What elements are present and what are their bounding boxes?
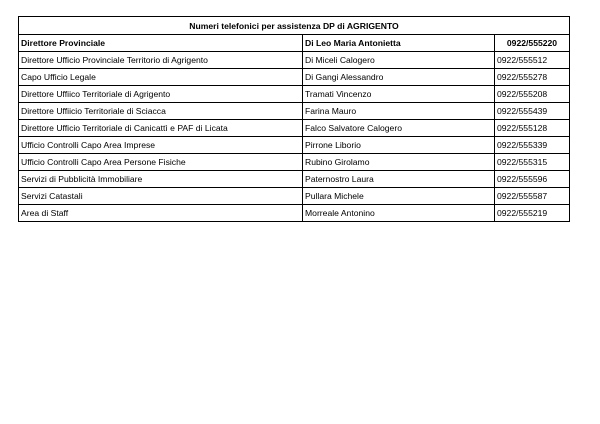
phone-cell: 0922/555208 xyxy=(495,86,570,103)
phone-cell: 0922/555596 xyxy=(495,171,570,188)
table-title-row xyxy=(19,17,570,35)
office-cell: Area di Staff xyxy=(19,205,303,222)
phone-cell: 0922/555220 xyxy=(495,35,570,52)
table-row xyxy=(19,171,570,188)
office-cell: Servizi Catastali xyxy=(19,188,303,205)
office-cell: Direttore Provinciale xyxy=(19,35,303,52)
table-row xyxy=(19,86,570,103)
name-cell: Di Miceli Calogero xyxy=(303,52,495,69)
table-row xyxy=(19,205,570,222)
name-cell: Falco Salvatore Calogero xyxy=(303,120,495,137)
table-row xyxy=(19,103,570,120)
table-row xyxy=(19,52,570,69)
phone-cell: 0922/555128 xyxy=(495,120,570,137)
phone-directory-table xyxy=(18,16,570,222)
name-cell: Di Leo Maria Antonietta xyxy=(303,35,495,52)
director-row xyxy=(19,35,570,52)
phone-cell: 0922/555219 xyxy=(495,205,570,222)
name-cell: Rubino Girolamo xyxy=(303,154,495,171)
phone-cell: 0922/555512 xyxy=(495,52,570,69)
name-cell: Pullara Michele xyxy=(303,188,495,205)
table-row xyxy=(19,188,570,205)
office-cell: Direttore Uffiico Territoriale di Agrigento xyxy=(19,86,303,103)
table-row xyxy=(19,137,570,154)
office-cell: Ufficio Controlli Capo Area Persone Fisiche xyxy=(19,154,303,171)
office-cell: Servizi di Pubblicità Immobiliare xyxy=(19,171,303,188)
name-cell: Farina Mauro xyxy=(303,103,495,120)
table-row xyxy=(19,154,570,171)
phone-cell: 0922/555315 xyxy=(495,154,570,171)
name-cell: Pirrone Liborio xyxy=(303,137,495,154)
table-title: Numeri telefonici per assistenza DP di AGRIGENTO xyxy=(19,17,570,35)
phone-cell: 0922/555278 xyxy=(495,69,570,86)
name-cell: Tramati Vincenzo xyxy=(303,86,495,103)
table-row xyxy=(19,120,570,137)
office-cell: Capo Ufficio Legale xyxy=(19,69,303,86)
name-cell: Paternostro Laura xyxy=(303,171,495,188)
office-cell: Direttore Uffiicio Territoriale di Sciacca xyxy=(19,103,303,120)
office-cell: Direttore Ufficio Territoriale di Canicattì e PAF di Licata xyxy=(19,120,303,137)
phone-cell: 0922/555587 xyxy=(495,188,570,205)
name-cell: Morreale Antonino xyxy=(303,205,495,222)
phone-cell: 0922/555439 xyxy=(495,103,570,120)
phone-cell: 0922/555339 xyxy=(495,137,570,154)
name-cell: Di Gangi Alessandro xyxy=(303,69,495,86)
office-cell: Direttore Ufficio Provinciale Territorio di Agrigento xyxy=(19,52,303,69)
table-row xyxy=(19,69,570,86)
office-cell: Ufficio Controlli Capo Area Imprese xyxy=(19,137,303,154)
